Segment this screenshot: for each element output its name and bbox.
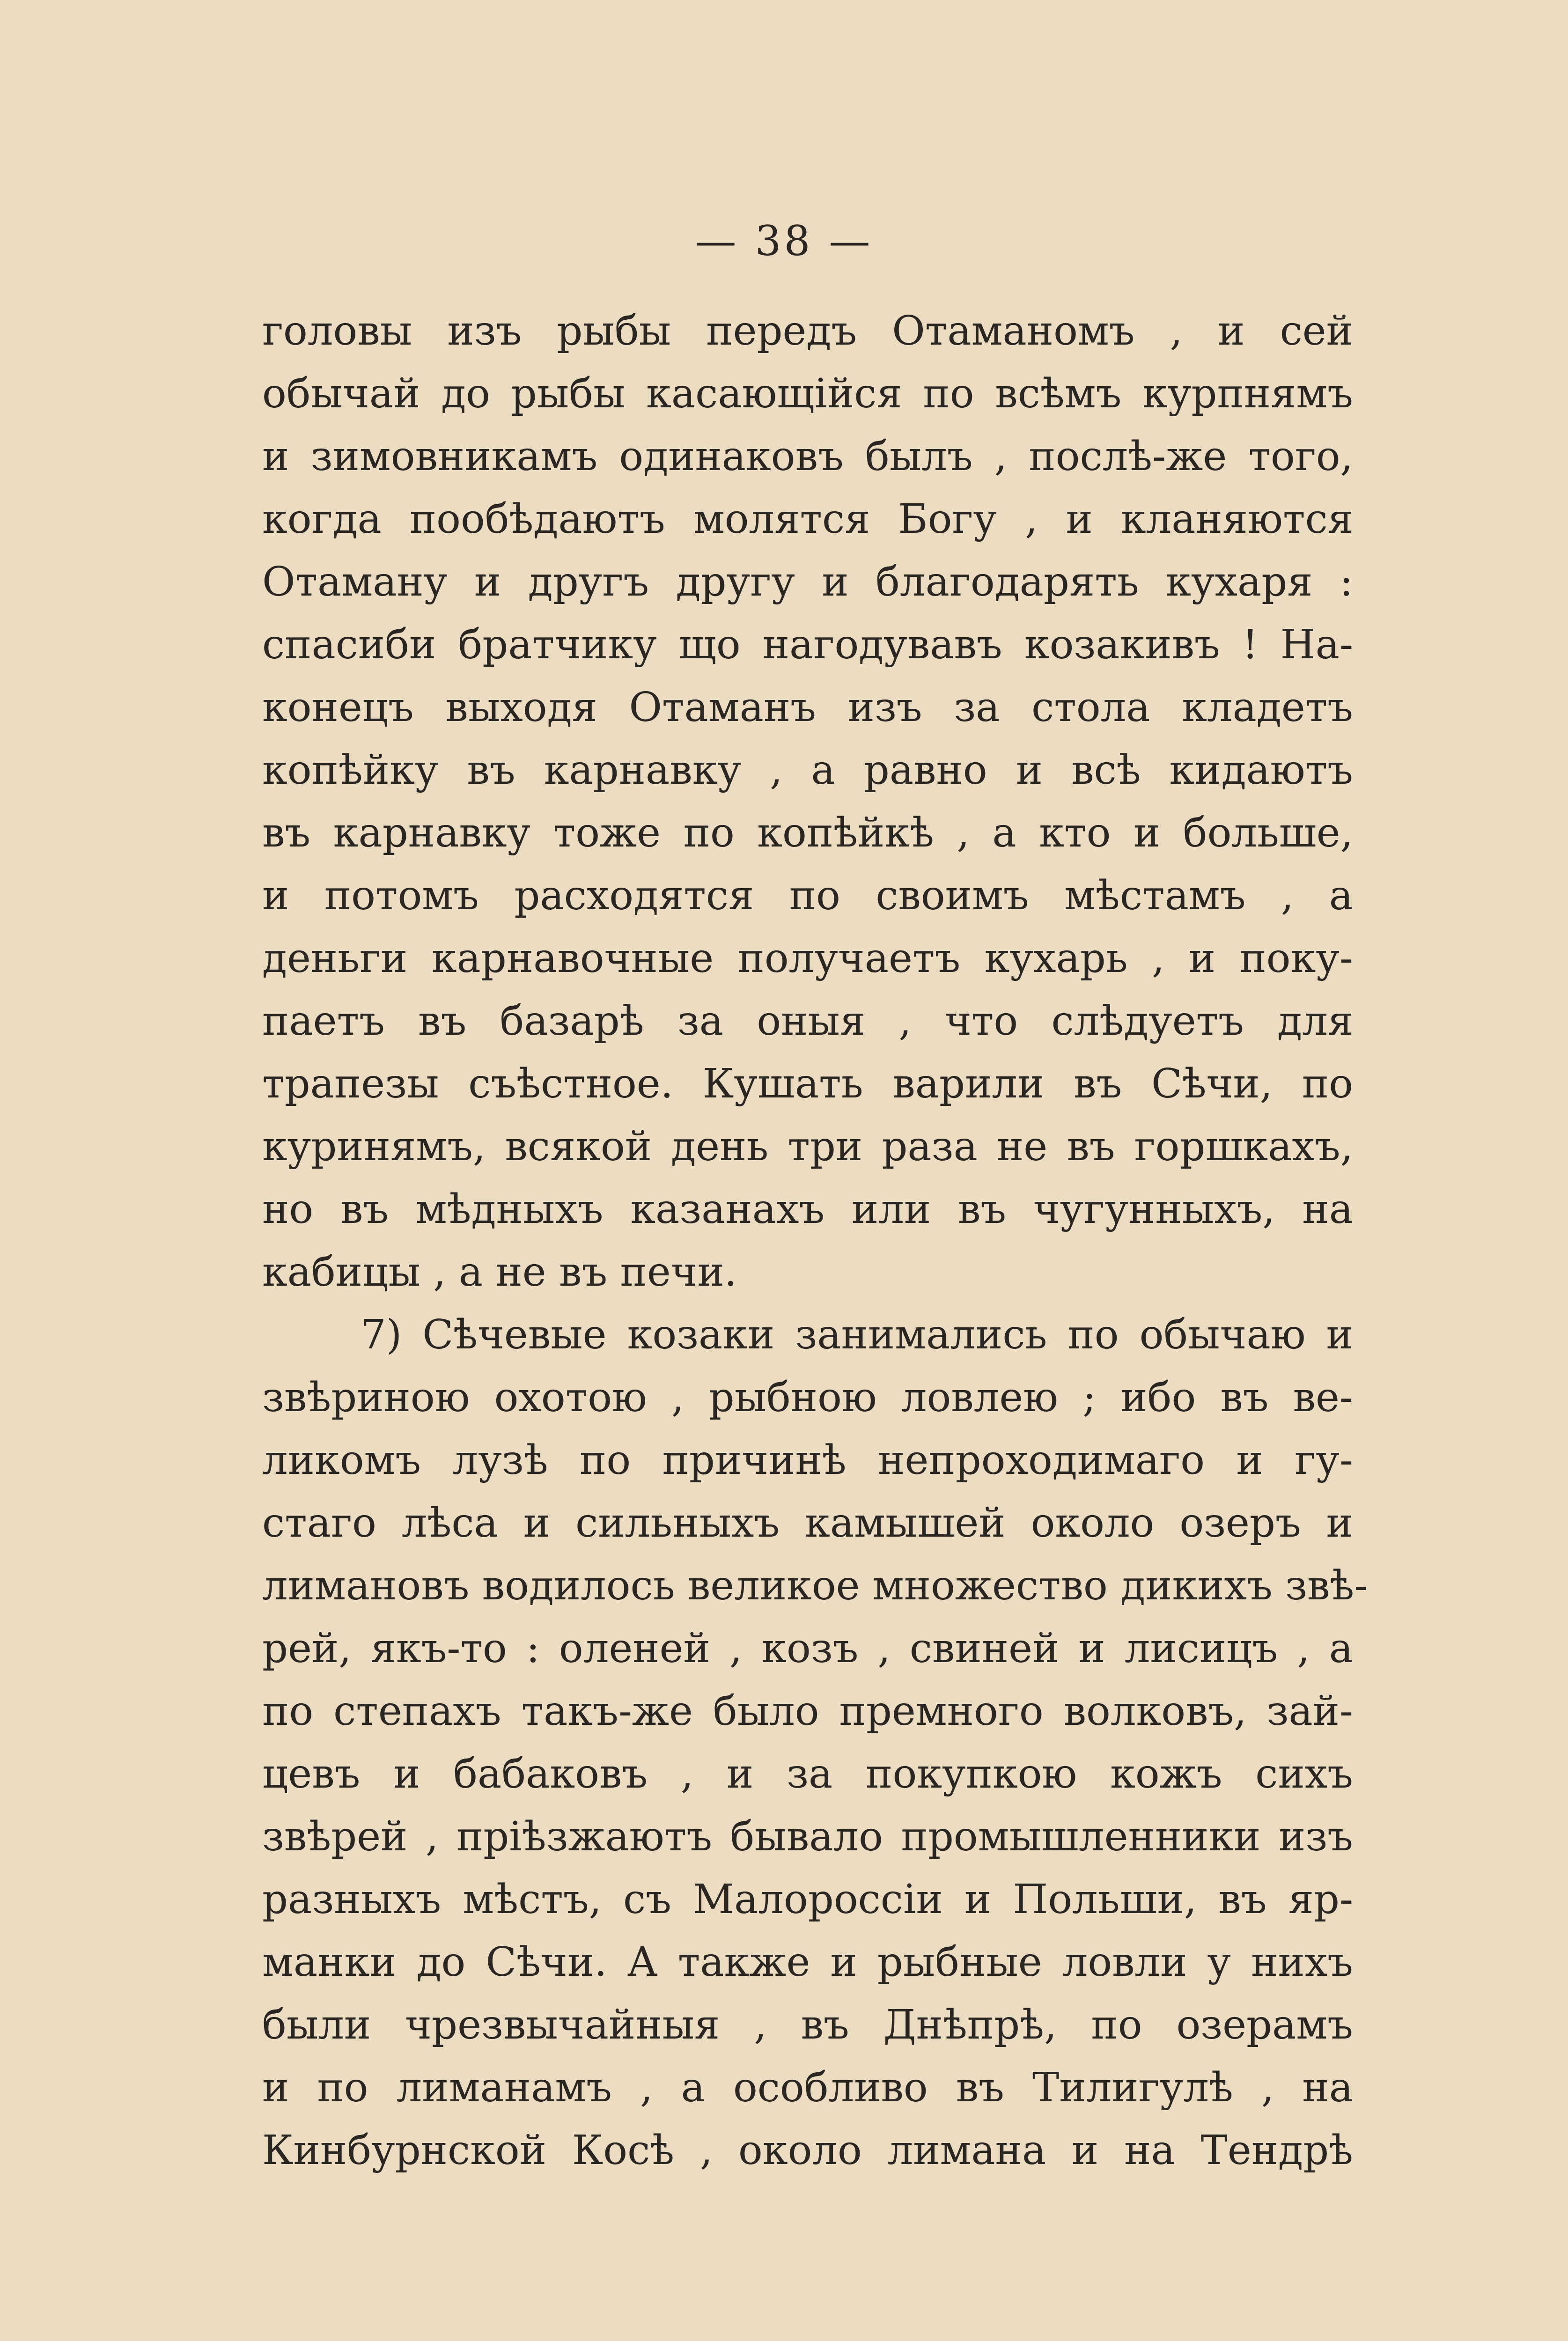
text-line: цевъ и бабаковъ , и за покупкою кожъ сихъ (262, 1751, 1353, 1797)
text-line: но въ мѣдныхъ казанахъ или въ чугунныхъ, на (262, 1186, 1353, 1233)
text-line: обычай до рыбы касающiйся по всѣмъ курпнямъ (262, 370, 1353, 417)
page-number: — 38 — (695, 217, 873, 265)
body-text (262, 300, 1368, 2182)
paragraph-start-line: 7) Сѣчевые козаки занимались по обычаю и (361, 1311, 1353, 1358)
text-line: конецъ выходя Отаманъ изъ за стола кладетъ (262, 684, 1353, 731)
text-line: и зимовникамъ одинаковъ былъ , послѣ-же того, (262, 433, 1353, 480)
text-line: разныхъ мѣстъ, съ Малороссiи и Польши, въ яр- (262, 1876, 1353, 1923)
text-line: стаго лѣса и сильныхъ камышей около озеръ и (262, 1500, 1353, 1546)
text-line: головы изъ рыбы передъ Отаманомъ , и сей (262, 308, 1353, 354)
text-line: и потомъ расходятся по своимъ мѣстамъ , а (262, 872, 1353, 919)
text-line: въ карнавку тоже по копѣйкѣ , а кто и больше, (262, 810, 1353, 856)
text-line: звѣриною охотою , рыбною ловлею ; ибо въ ве- (262, 1374, 1353, 1421)
text-line: Отаману и другъ другу и благодарять кухаря : (262, 559, 1353, 605)
text-line: паетъ въ базарѣ за оныя , что слѣдуетъ для (262, 998, 1353, 1045)
text-line: и по лиманамъ , а особливо въ Тилигулѣ , на (262, 2064, 1353, 2111)
text-line: ликомъ лузѣ по причинѣ непроходимаго и гу- (262, 1437, 1353, 1484)
text-line: куринямъ, всякой день три раза не въ горшкахъ, (262, 1123, 1353, 1170)
text-line: кабицы , а не въ печи. (262, 1249, 737, 1296)
text-line: Кинбурнской Косѣ , около лимана и на Тендрѣ (262, 2127, 1353, 2174)
text-line: копѣйку въ карнавку , а равно и всѣ кидаютъ (262, 747, 1353, 794)
text-line: спасиби братчику що нагодувавъ козакивъ ! На- (262, 621, 1353, 668)
text-line: по степахъ такъ-же было премного волковъ, зай- (262, 1688, 1353, 1735)
text-line: деньги карнавочные получаетъ кухарь , и поку- (262, 935, 1353, 982)
text-line: лимановъ водилось великое множество дикихъ звѣ- (262, 1562, 1368, 1609)
text-line: рей, якъ-то : оленей , козъ , свиней и лисицъ , а (262, 1625, 1353, 1672)
text-line: трапезы съѣстное. Кушать варили въ Сѣчи, по (262, 1060, 1353, 1107)
text-line: звѣрей , прiѣзжаютъ бывало промышленники изъ (262, 1813, 1353, 1860)
text-line: когда пообѣдаютъ молятся Богу , и кланяются (262, 496, 1353, 543)
text-line: манки до Сѣчи. А также и рыбные ловли у нихъ (262, 1939, 1353, 1986)
text-line: были чрезвычайныя , въ Днѣпрѣ, по озерамъ (262, 2002, 1353, 2048)
